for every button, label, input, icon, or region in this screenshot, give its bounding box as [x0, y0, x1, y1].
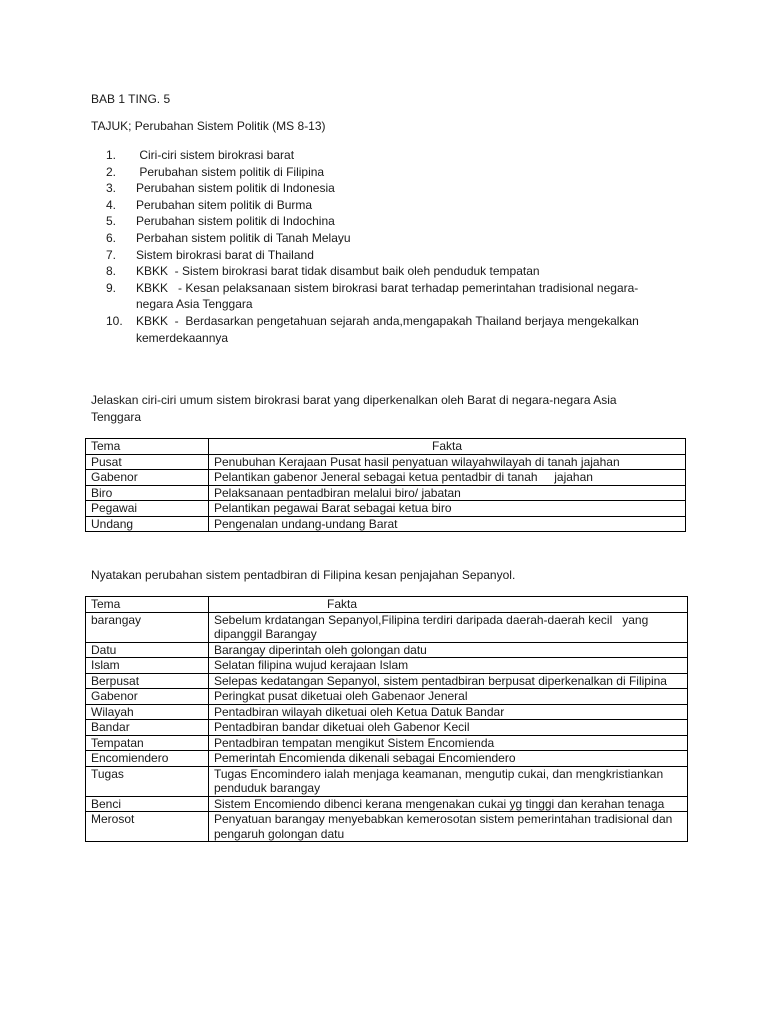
- list-text: Ciri-ciri sistem birokrasi barat: [136, 148, 295, 162]
- cell-fakta: Pemerintah Encomienda dikenali sebagai Encomiendero: [209, 751, 688, 767]
- cell-fakta: Pengenalan undang-undang Barat: [209, 516, 686, 532]
- table-row: [86, 485, 686, 501]
- column-header-fakta: Fakta: [209, 439, 686, 455]
- question-2: Nyatakan perubahan sistem pentadbiran di Filipina kesan penjajahan Sepanyol.: [91, 568, 516, 582]
- column-header-tema: Tema: [86, 597, 209, 613]
- cell-tema: Berpusat: [86, 673, 209, 689]
- table-row: [86, 470, 686, 486]
- list-number: 1.: [106, 148, 117, 162]
- list-text: Perubahan sistem politik di Indochina: [136, 214, 335, 229]
- cell-tema: Gabenor: [86, 689, 209, 705]
- cell-tema: barangay: [86, 612, 209, 642]
- cell-fakta: Pentadbiran wilayah diketuai oleh Ketua Datuk Bandar: [209, 704, 688, 720]
- list-number: 10.: [106, 313, 123, 328]
- table-row: [86, 766, 688, 796]
- list-item: [91, 147, 671, 164]
- list-text: Perubahan sitem politik di Burma: [136, 197, 313, 212]
- list-number: 3.: [106, 181, 117, 196]
- table-row: [86, 501, 686, 517]
- topic-title: TAJUK; Perubahan Sistem Politik (MS 8-13): [91, 119, 326, 133]
- question-1: Jelaskan ciri-ciri umum sistem birokrasi barat yang diperkenalkan oleh Barat di negara-negara Asia Tenggara: [91, 393, 617, 424]
- cell-fakta: Barangay diperintah oleh golongan datu: [209, 642, 688, 658]
- table-birokrasi-barat: [85, 438, 686, 532]
- table-row: [86, 735, 688, 751]
- cell-tema: Datu: [86, 642, 209, 658]
- cell-fakta: Penubuhan Kerajaan Pusat hasil penyatuan wilayahwilayah di tanah jajahan: [209, 454, 686, 470]
- table-header-row: [86, 597, 688, 613]
- table-row: [86, 720, 688, 736]
- table-header-row: [86, 439, 686, 455]
- cell-tema: Bandar: [86, 720, 209, 736]
- list-item: [91, 164, 671, 181]
- list-text: Perubahan sistem politik di Indonesia: [136, 181, 335, 196]
- list-item: [91, 213, 671, 230]
- cell-fakta: Tugas Encomindero ialah menjaga keamanan, mengutip cukai, dan mengkristiankan penduduk barangay: [209, 766, 688, 796]
- cell-tema: Tugas: [86, 766, 209, 796]
- cell-tema: Merosot: [86, 812, 209, 842]
- chapter-heading: BAB 1 TING. 5: [91, 92, 171, 106]
- list-number: 2.: [106, 164, 117, 179]
- cell-fakta: Selatan filipina wujud kerajaan Islam: [209, 658, 688, 674]
- cell-fakta: Sistem Encomiendo dibenci kerana mengenakan cukai yg tinggi dan kerahan tenaga: [209, 796, 688, 812]
- cell-fakta: Pelantikan gabenor Jeneral sebagai ketua pentadbir di tanah jajahan: [209, 470, 686, 486]
- table-row: [86, 516, 686, 532]
- table-row: [86, 751, 688, 767]
- cell-tema: Wilayah: [86, 704, 209, 720]
- list-text: KBKK - Berdasarkan pengetahuan sejarah anda,mengapakah Thailand berjaya mengekalkan kemerdekaannya: [136, 313, 643, 345]
- list-text: Sistem birokrasi barat di Thailand: [136, 247, 314, 262]
- cell-fakta: Selepas kedatangan Sepanyol, sistem pentadbiran berpusat diperkenalkan di Filipina: [209, 673, 688, 689]
- column-header-tema: Tema: [86, 439, 209, 455]
- list-text: KBKK - Sistem birokrasi barat tidak disambut baik oleh penduduk tempatan: [136, 264, 540, 279]
- list-item: [91, 180, 671, 197]
- list-item: [91, 313, 671, 346]
- list-item: [91, 230, 671, 247]
- list-number: 5.: [106, 214, 117, 229]
- table-row: [86, 689, 688, 705]
- cell-tema: Biro: [86, 485, 209, 501]
- cell-fakta: Pentadbiran tempatan mengikut Sistem Encomienda: [209, 735, 688, 751]
- list-number: 6.: [106, 230, 117, 245]
- cell-fakta: Penyatuan barangay menyebabkan kemerosotan sistem pemerintahan tradisional dan pengaruh golongan datu: [209, 812, 688, 842]
- list-number: 8.: [106, 264, 117, 279]
- table-row: [86, 642, 688, 658]
- topic-list: [91, 147, 671, 346]
- list-text: KBKK - Kesan pelaksanaan sistem birokrasi barat terhadap pemerintahan tradisional negara-negara Asia Tenggara: [136, 280, 639, 312]
- column-header-fakta: Fakta: [209, 597, 688, 613]
- table-pentadbiran-filipina: [85, 596, 688, 842]
- cell-tema: Islam: [86, 658, 209, 674]
- table-row: [86, 673, 688, 689]
- table-row: [86, 704, 688, 720]
- list-item: [91, 280, 671, 313]
- cell-tema: Encomiendero: [86, 751, 209, 767]
- cell-tema: Pusat: [86, 454, 209, 470]
- cell-fakta: Pelaksanaan pentadbiran melalui biro/ jabatan: [209, 485, 686, 501]
- table-row: [86, 454, 686, 470]
- list-item: [91, 263, 671, 280]
- table-row: [86, 658, 688, 674]
- cell-fakta: Pelantikan pegawai Barat sebagai ketua biro: [209, 501, 686, 517]
- list-number: 4.: [106, 197, 117, 212]
- cell-fakta: Pentadbiran bandar diketuai oleh Gabenor Kecil: [209, 720, 688, 736]
- list-text: Perubahan sistem politik di Filipina: [136, 164, 325, 179]
- list-text: Perbahan sistem politik di Tanah Melayu: [136, 230, 351, 245]
- list-number: 9.: [106, 280, 117, 295]
- cell-tema: Benci: [86, 796, 209, 812]
- table-row: [86, 812, 688, 842]
- cell-tema: Undang: [86, 516, 209, 532]
- cell-tema: Pegawai: [86, 501, 209, 517]
- table-row: [86, 612, 688, 642]
- list-item: [91, 197, 671, 214]
- table-row: [86, 796, 688, 812]
- cell-tema: Tempatan: [86, 735, 209, 751]
- cell-fakta: Peringkat pusat diketuai oleh Gabenaor Jeneral: [209, 689, 688, 705]
- list-number: 7.: [106, 247, 117, 262]
- list-item: [91, 247, 671, 264]
- cell-tema: Gabenor: [86, 470, 209, 486]
- cell-fakta: Sebelum krdatangan Sepanyol,Filipina terdiri daripada daerah-daerah kecil yang dipanggil Barangay: [209, 612, 688, 642]
